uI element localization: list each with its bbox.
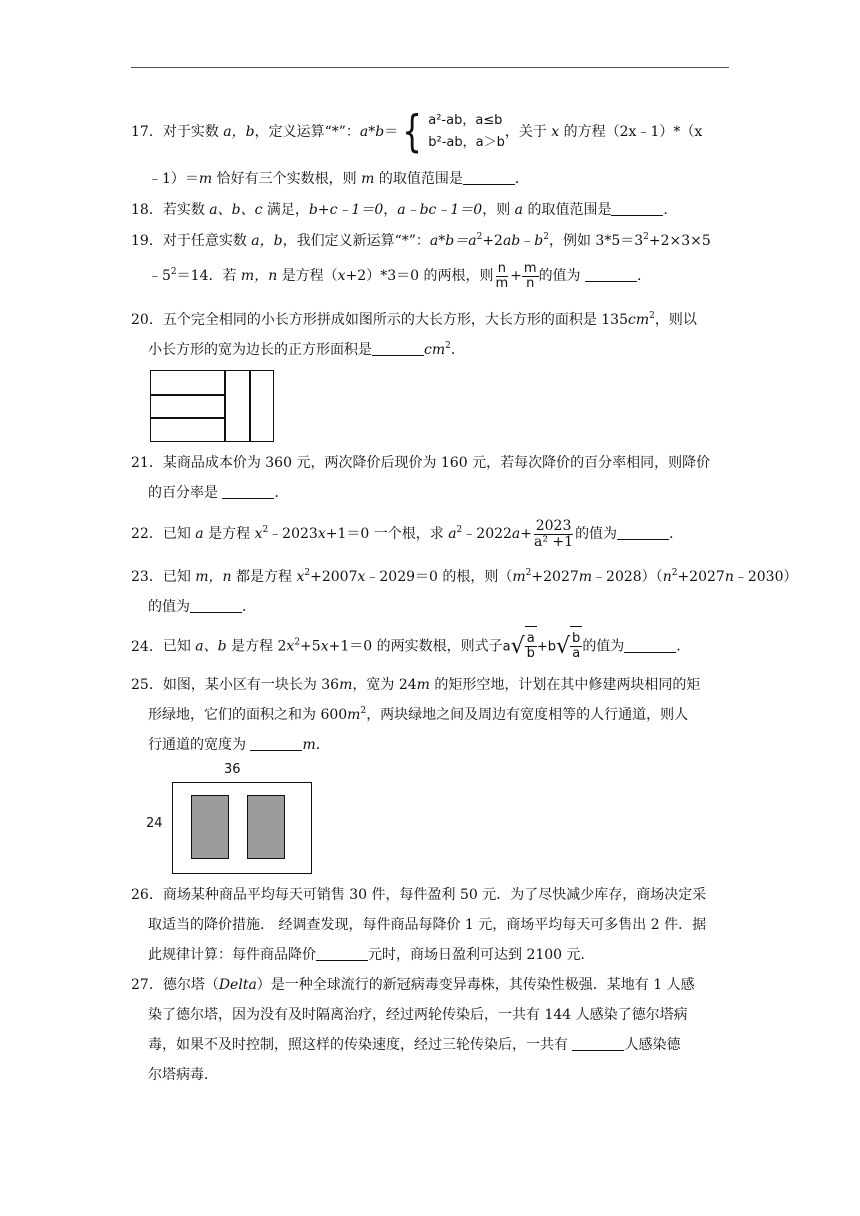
question-number: 19． [131,233,163,249]
question-number: 24． [131,638,163,655]
answer-blank [624,638,676,653]
question-21: 21．某商品成本价为 360 元，两次降价后现价为 160 元，若每次降价的百分率相同，则降价 的百分率是 ． [131,448,731,508]
answer-blank [572,1036,624,1051]
rectangle-figure [150,370,274,442]
width-label: 24 [146,816,163,831]
question-17: 17．对于实数 a，b，定义运算“*”：a*b＝ { a²-ab，a≤b b²-ab，a＞b ，关于 x 的方程（2x﹣1）*（x ﹣1）＝m 恰好有三个实数根，则 m 的取值范围是 ． [131,100,731,194]
answer-blank [316,946,368,961]
piecewise-definition: { a²-ab，a≤b b²-ab，a＞b [402,106,505,157]
answer-blank [190,598,242,613]
question-25: 25．如图，某小区有一块长为 36m，宽为 24m 的矩形空地，计划在其中修建两块相同的矩 形绿地，它们的面积之和为 $600m^2$，两块绿地之间及周边有宽度相等的人行通道，则人 行通道的宽度为 m． [131,670,731,760]
answer-blank [611,201,663,216]
header-rule [131,67,729,68]
question-number: 22． [131,526,163,542]
green-plot [247,795,285,859]
question-number: 17． [131,124,163,140]
question-24: 24．已知 a、b 是方程 $2x^2+5x+1=0$ 的两实数根，则式子a √ $\frac{a}{b}$ +b √ $\frac{b}{a}$ 的值为 ． [131,626,731,668]
question-number: 26． [131,887,163,903]
answer-blank [585,267,637,282]
question-22: 22．已知 a 是方程 $x^2﹣2023x+1=0$ 一个根，求 $a^2﹣2022a+$ $\frac{2023}{\text{a² +1}}$ 的值为 ． [131,512,731,556]
answer-blank [250,736,302,751]
question-number: 18． [131,202,163,218]
question-27: 27．德尔塔（Delta）是一种全球流行的新冠病毒变异毒株，其传染性极强．某地有 1 人感 染了德尔塔，因为没有及时隔离治疗，经过两轮传染后，一共有 144 人感染了德尔塔病 毒，如果不及时控制，照这样的传染速度，经过三轮传染后，一共有 人感染德 尔塔病毒． [131,970,731,1090]
divider-line [249,371,251,441]
question-number: 25． [131,677,163,693]
question-number: 21． [131,455,163,471]
question-number: 23． [131,569,163,585]
divider-line [151,394,225,396]
question-23: 23．已知 m，n 都是方程 $x^2+2007x﹣2029=0$ 的根，则$(m^2+2027m﹣2028)(n^2+2027n﹣2030)$ 的值为 ． [131,562,731,622]
length-label: 36 [224,762,241,777]
divider-line [151,417,225,419]
question-number: 20． [131,312,163,328]
answer-blank [222,484,274,499]
fraction-2023: $\frac{2023}{\text{a² +1}}$ [534,517,574,550]
sqrt-a-over-b: √ $\frac{a}{b}$ [511,626,537,667]
divider-line [224,371,226,441]
lot-outline [172,782,312,874]
answer-blank [372,341,424,356]
garden-figure [140,760,320,880]
answer-blank [617,525,669,540]
question-26: 26．商场某种商品平均每天可销售 30 件，每件盈利 50 元．为了尽快减少库存，商场决定采 取适当的降价措施． 经调查发现，每件商品每降价 1 元，商场平均每天可多售出 2 件．据 此规律计算：每件商品降价 元时，商场日盈利可达到 2100 元． [131,880,731,970]
question-18: 18．若实数 a、b、c 满足，b+c﹣1＝0，a﹣bc﹣1＝0，则 a 的取值范围是 ． [131,195,731,225]
question-number: 27． [131,977,163,993]
question-20: 20．五个完全相同的小长方形拼成如图所示的大长方形，大长方形的面积是 $135cm^2$，则以 小长方形的宽为边长的正方形面积是 $cm^2$． [131,305,731,365]
answer-blank [463,170,515,185]
green-plot [191,795,229,859]
question-19: 19．对于任意实数 a，b，我们定义新运算“*”：$a*b=a^2+2ab﹣b^2$，例如 $3*5=3^2+2\times 3\times 5$ $﹣5^2=14$．若 m，n 是方程（x+2）*3＝0 的两根，则 $\frac{n}{m}$ + $\frac{m}{n}$ 的值为 ． [131,226,731,296]
fraction-n-over-m: $\frac{n}{m}$ [495,260,509,291]
sqrt-b-over-a: √ $\frac{b}{a}$ [556,626,582,667]
fraction-m-over-n: $\frac{m}{n}$ [523,260,537,291]
